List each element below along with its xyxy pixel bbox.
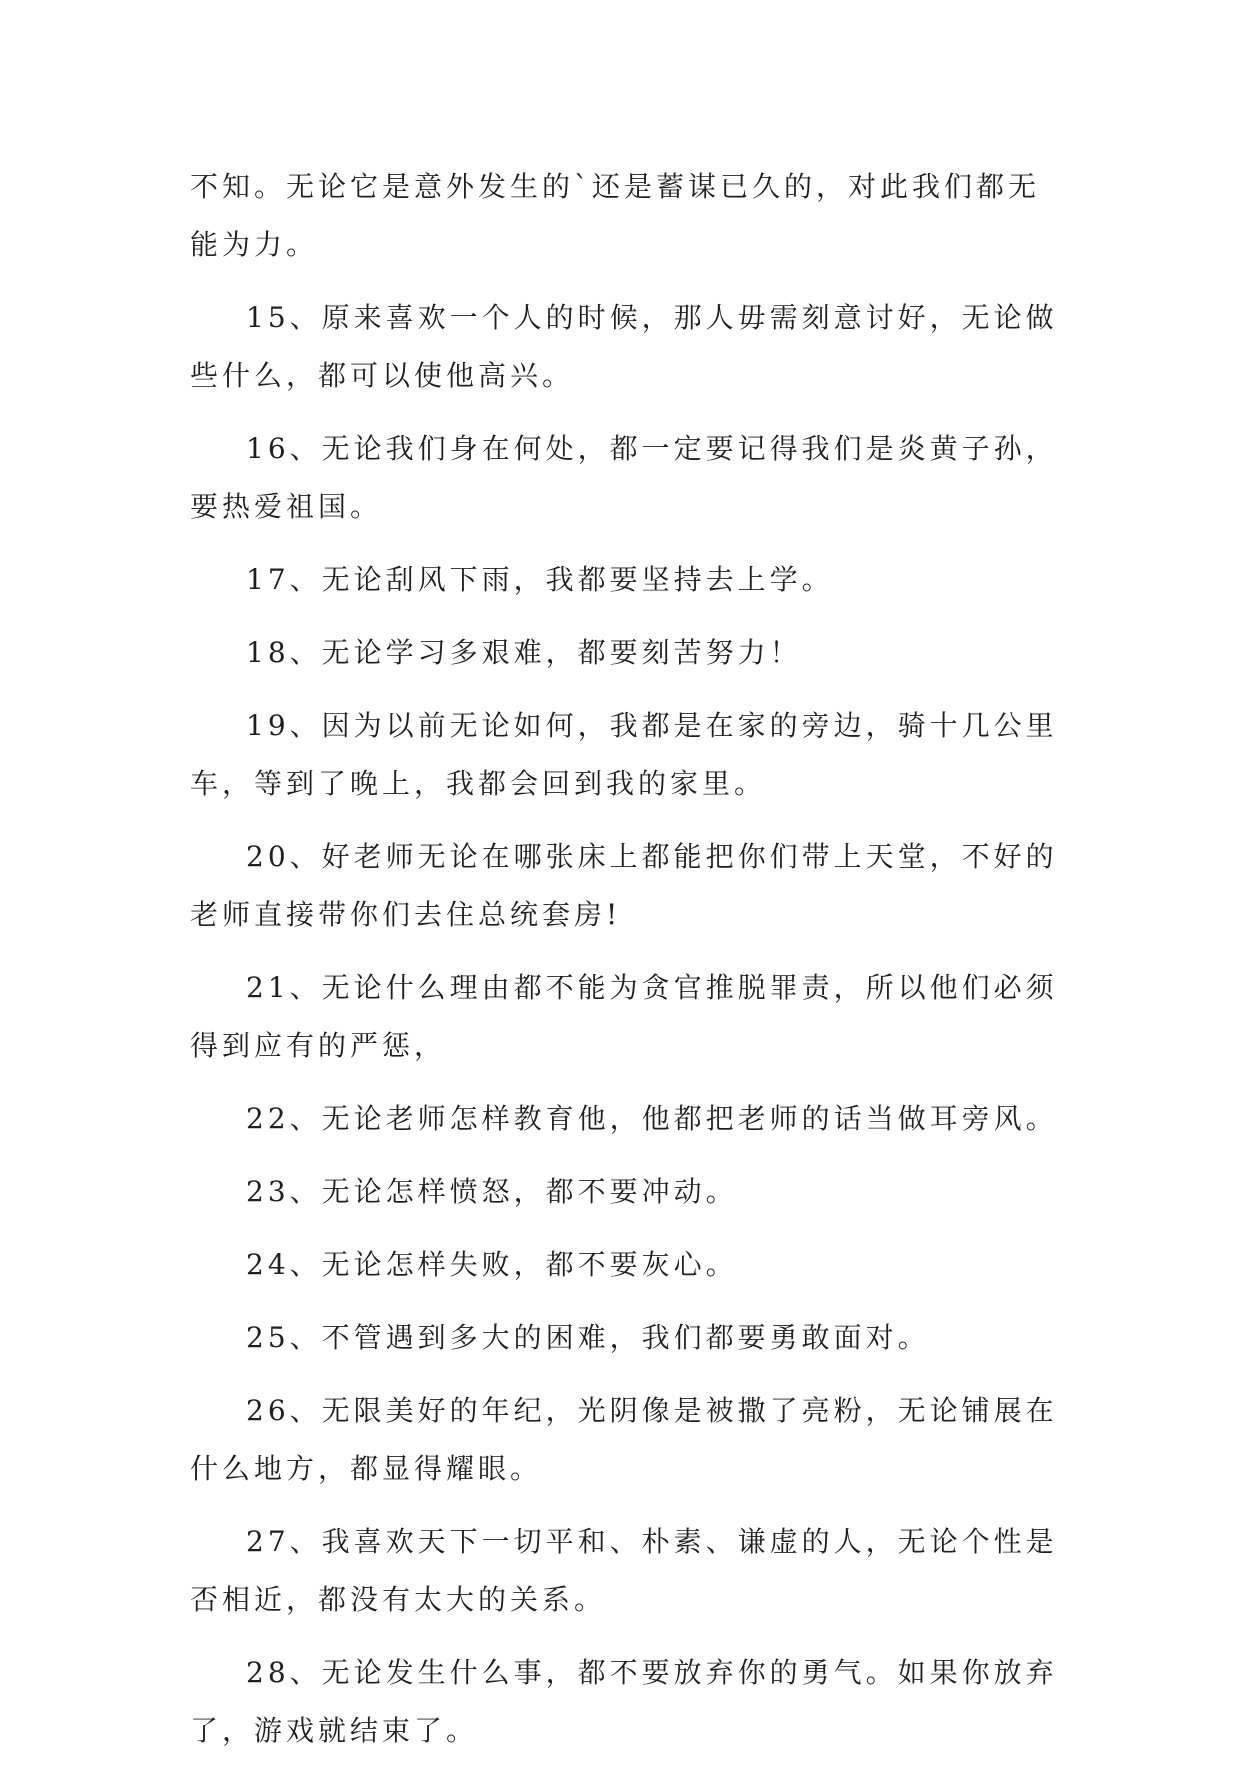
paragraph-continuation: 不知。无论它是意外发生的`还是蓄谋已久的，对此我们都无能为力。 (190, 170, 1041, 261)
paragraph-item-28: 28、无论发生什么事，都不要放弃你的勇气。如果你放弃了，游戏就结束了。 (190, 1656, 1058, 1747)
document-body (190, 158, 1070, 1775)
paragraph-item-25: 25、不管遇到多大的困难，我们都要勇敢面对。 (246, 1321, 930, 1354)
paragraph-item-21: 21、无论什么理由都不能为贪官推脱罪责，所以他们必须得到应有的严惩， (190, 971, 1058, 1062)
paragraph-item-15: 15、原来喜欢一个人的时候，那人毋需刻意讨好，无论做些什么，都可以使他高兴。 (190, 301, 1058, 392)
paragraph-item-23: 23、无论怎样愤怒，都不要冲动。 (246, 1175, 738, 1208)
paragraph-item-16: 16、无论我们身在何处，都一定要记得我们是炎黄子孙，要热爱祖国。 (190, 432, 1058, 523)
paragraph-item-17: 17、无论刮风下雨，我都要坚持去上学。 (246, 563, 834, 596)
paragraph-item-19: 19、因为以前无论如何，我都是在家的旁边，骑十几公里车，等到了晚上，我都会回到我的家里。 (190, 709, 1058, 800)
paragraph-item-18: 18、无论学习多艰难，都要刻苦努力！ (246, 636, 802, 669)
paragraph-item-27: 27、我喜欢天下一切平和、朴素、谦虚的人，无论个性是否相近，都没有太大的关系。 (190, 1525, 1058, 1616)
paragraph-item-24: 24、无论怎样失败，都不要灰心。 (246, 1248, 738, 1281)
paragraph-item-20: 20、好老师无论在哪张床上都能把你们带上天堂，不好的老师直接带你们去住总统套房! (190, 840, 1058, 931)
paragraph-item-22: 22、无论老师怎样教育他，他都把老师的话当做耳旁风。 (246, 1102, 1058, 1135)
paragraph-item-26: 26、无限美好的年纪，光阴像是被撒了亮粉，无论铺展在什么地方，都显得耀眼。 (190, 1394, 1058, 1485)
